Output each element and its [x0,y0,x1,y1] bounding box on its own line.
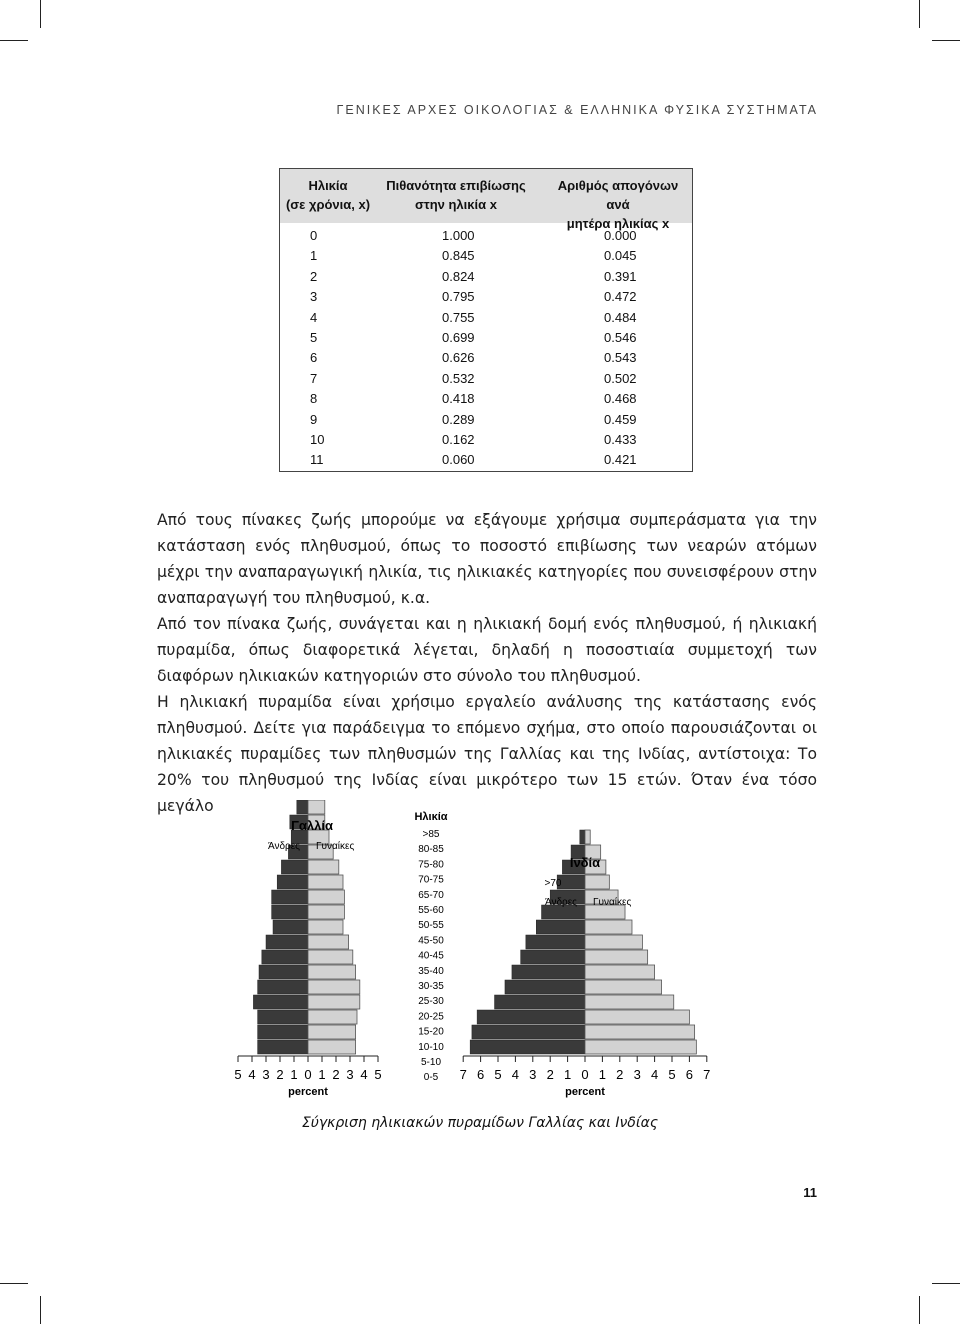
table-cell-offspring: 0.546 [604,329,637,345]
crop-mark [932,1283,960,1284]
bar-women [585,1025,695,1039]
crop-mark [0,1283,28,1284]
bar-men [277,875,308,889]
table-cell-age: 11 [310,452,324,468]
x-axis-label: percent [288,1086,328,1098]
table-cell-age: 4 [310,309,318,325]
age-axis-title: Ηλικία [414,811,448,823]
bar-women [585,830,590,844]
age-label: 20-25 [418,1011,444,1023]
legend-men: Άνδρες [544,897,577,908]
bar-men [472,1025,585,1039]
bar-women [308,965,356,979]
table-cell-survival: 0.755 [442,309,475,325]
bar-men [536,920,585,934]
age-label: 25-30 [418,996,444,1008]
x-tick-label: 1 [318,1067,326,1082]
crop-mark [932,40,960,41]
table-cell-survival: 0.060 [442,452,475,468]
page-number: 11 [803,1185,817,1200]
bar-women [308,920,343,934]
bar-women [308,890,344,904]
india-top-age-label: >70 [544,878,562,889]
bar-men [297,800,308,814]
table-cell-offspring: 0.484 [604,309,637,325]
x-tick-label: 7 [459,1067,467,1082]
x-tick-label: 2 [546,1067,554,1082]
x-tick-label: 5 [374,1067,382,1082]
bar-men [258,1010,308,1024]
age-label: 15-20 [418,1026,444,1038]
header-survival: Πιθανότητα επιβίωσης στην ηλικία x [386,178,526,212]
running-header: ΓΕΝΙΚΕΣ ΑΡΧΕΣ ΟΙΚΟΛΟΓΙΑΣ & ΕΛΛΗΝΙΚΑ ΦΥΣΙΚΑ ΣΥΣΤΗΜΑΤΑ [336,103,818,117]
table-cell-age: 10 [310,431,325,447]
survival-column [442,226,482,471]
legend-men: Άνδρες [267,841,300,852]
age-pyramids-figure [0,800,960,1110]
age-label: 75-80 [418,859,444,871]
x-tick-label: 4 [650,1067,659,1082]
paragraph: Από τους πίνακες ζωής μπορούμε να εξάγουμε χρήσιμα συμπεράσματα για την κατάσταση ενός πληθυσμού, όπως το ποσοστό επιβίωσης των νεαρών ατόμων μέχρι την αναπαραγωγική ηλικία, τις ηλικιακές κατηγορίες που συνεισφέρουν στην αναπαραγωγή του πληθυσμού, κ.α. [157,511,817,607]
table-cell-survival: 0.418 [442,391,475,407]
bar-women [308,935,349,949]
offspring-column [604,226,644,471]
table-cell-offspring: 0.502 [604,370,637,386]
x-tick-label: 4 [511,1067,520,1082]
bar-men [266,935,308,949]
bar-men [253,995,308,1009]
crop-mark [919,0,920,28]
x-tick-label: 3 [262,1067,270,1082]
table-cell-offspring: 0.543 [604,350,637,366]
x-tick-label: 3 [633,1067,641,1082]
age-label: 10-10 [418,1041,444,1053]
bar-women [585,995,674,1009]
bar-women [308,980,360,994]
bar-men [521,950,585,964]
table-cell-survival: 1.000 [442,228,475,243]
bar-women [308,1010,357,1024]
age-label: 40-45 [418,950,444,962]
x-tick-label: 3 [529,1067,537,1082]
x-tick-label: 5 [668,1067,676,1082]
x-tick-label: 2 [616,1067,624,1082]
bar-women [308,800,325,814]
bar-men [262,950,308,964]
age-label: 55-60 [418,905,444,916]
table-cell-survival: 0.795 [442,289,475,305]
table-cell-offspring: 0.433 [604,431,637,447]
header-offspring: Αριθμός απογόνων ανά μητέρα ηλικίας x [557,178,679,231]
table-cell-age: 2 [310,268,318,284]
bar-women [308,950,353,964]
age-label: >85 [422,829,440,840]
age-label: 65-70 [418,889,444,901]
bar-men [495,995,585,1009]
x-tick-label: 2 [276,1067,284,1082]
paragraph: Η ηλικιακή πυραμίδα είναι χρήσιμο εργαλείο ανάλυσης της κατάστασης ενός πληθυσμού. Δείτε για παράδειγμα το επόμενο σχήμα, στο οποίο παρουσιάζονται οι ηλικιακές πυραμίδες των πληθυσμών της Γαλλίας και της Ινδίας, αντίστοιχα: Το 20% του πληθυσμού της Ινδίας είναι μικρότερο των 15 ετών. Όταν ένα τόσο μεγάλο [157,693,817,815]
bar-women [585,935,642,949]
bar-women [308,1025,356,1039]
age-label: 70-75 [418,874,444,886]
chart-title: Γαλλία [291,818,333,833]
bar-women [585,1040,696,1054]
table-cell-survival: 0.289 [442,411,475,427]
table-cell-age: 5 [310,329,318,345]
x-tick-label: 4 [248,1067,256,1082]
table-cell-offspring: 0.045 [604,248,637,264]
age-label: 50-55 [418,920,444,932]
age-label: 30-35 [418,981,444,992]
bar-women [585,980,662,994]
table-cell-survival: 0.699 [442,329,475,345]
life-table [279,168,693,472]
x-tick-label: 5 [494,1067,502,1082]
x-tick-label: 6 [476,1067,485,1082]
legend-women: Γυναίκες [316,841,355,852]
bar-men [272,890,308,904]
x-tick-label: 2 [332,1067,340,1082]
table-cell-offspring: 0.391 [604,268,637,284]
crop-mark [919,1296,920,1324]
chart-title: Ινδία [569,855,601,870]
table-cell-age: 1 [310,248,318,264]
bar-men [470,1040,585,1054]
bar-women [308,905,344,919]
bar-men [272,905,308,919]
table-cell-age: 3 [310,289,318,305]
bar-women [308,1040,356,1054]
table-cell-offspring: 0.000 [604,228,637,243]
table-cell-survival: 0.532 [442,370,475,386]
age-label: 35-40 [418,965,444,977]
table-cell-survival: 0.162 [442,431,475,447]
table-cell-age: 0 [310,228,318,243]
x-tick-label: 5 [234,1067,242,1082]
bar-men [258,980,308,994]
bar-men [477,1010,585,1024]
bar-men [258,1025,308,1039]
bar-women [585,875,609,889]
table-cell-survival: 0.845 [442,248,475,264]
table-cell-age: 7 [310,370,318,386]
bar-men [281,860,308,874]
bar-women [308,875,343,889]
bar-men [273,920,308,934]
table-cell-age: 6 [310,350,318,366]
bar-men [505,980,585,994]
table-cell-offspring: 0.421 [604,452,637,468]
age-label: 80-85 [418,844,444,856]
bar-men [258,1040,308,1054]
x-tick-label: 1 [598,1067,607,1082]
crop-mark [40,0,41,28]
bar-women [585,1010,689,1024]
header-age: Ηλικία (σε χρόνια, x) [285,178,371,212]
age-column [310,226,340,471]
bar-men [580,830,585,844]
bar-women [585,950,648,964]
x-tick-label: 0 [581,1067,589,1082]
table-cell-age: 9 [310,411,318,427]
crop-mark [0,40,28,41]
age-label: 0-5 [423,1072,439,1084]
table-cell-offspring: 0.459 [604,411,637,427]
bar-women [585,965,655,979]
body-text [157,507,817,819]
table-cell-age: 8 [310,391,318,407]
x-axis-label: percent [565,1086,605,1098]
table-cell-offspring: 0.472 [604,289,637,305]
x-tick-label: 3 [346,1067,354,1082]
bar-men [512,965,585,979]
legend-women: Γυναίκες [593,897,632,908]
x-tick-label: 7 [703,1067,711,1082]
age-label: 45-50 [418,935,444,947]
table-cell-survival: 0.824 [442,268,475,284]
x-tick-label: 6 [685,1067,694,1082]
x-tick-label: 1 [290,1067,298,1082]
x-tick-label: 1 [563,1067,572,1082]
x-tick-label: 0 [304,1067,312,1082]
table-cell-offspring: 0.468 [604,391,637,407]
bar-women [308,860,339,874]
crop-mark [40,1296,41,1324]
table-cell-survival: 0.626 [442,350,475,366]
figure-caption: Σύγκριση ηλικιακών πυραμίδων Γαλλίας και Ινδίας [301,1115,659,1131]
bar-men [259,965,308,979]
bar-women [308,995,360,1009]
bar-women [585,920,632,934]
paragraph: Από τον πίνακα ζωής, συνάγεται και η ηλικιακή δομή ενός πληθυσμού, ή ηλικιακή πυραμίδα, όπως διαφορετικά λέγεται, δηλαδή η ποσοστιαία συμμετοχή των διαφόρων ηλικιακών κατηγοριών στο σύνολο του πληθυσμού. [157,615,817,685]
age-label: 5-10 [420,1057,442,1068]
x-tick-label: 4 [360,1067,368,1082]
bar-men [526,935,585,949]
